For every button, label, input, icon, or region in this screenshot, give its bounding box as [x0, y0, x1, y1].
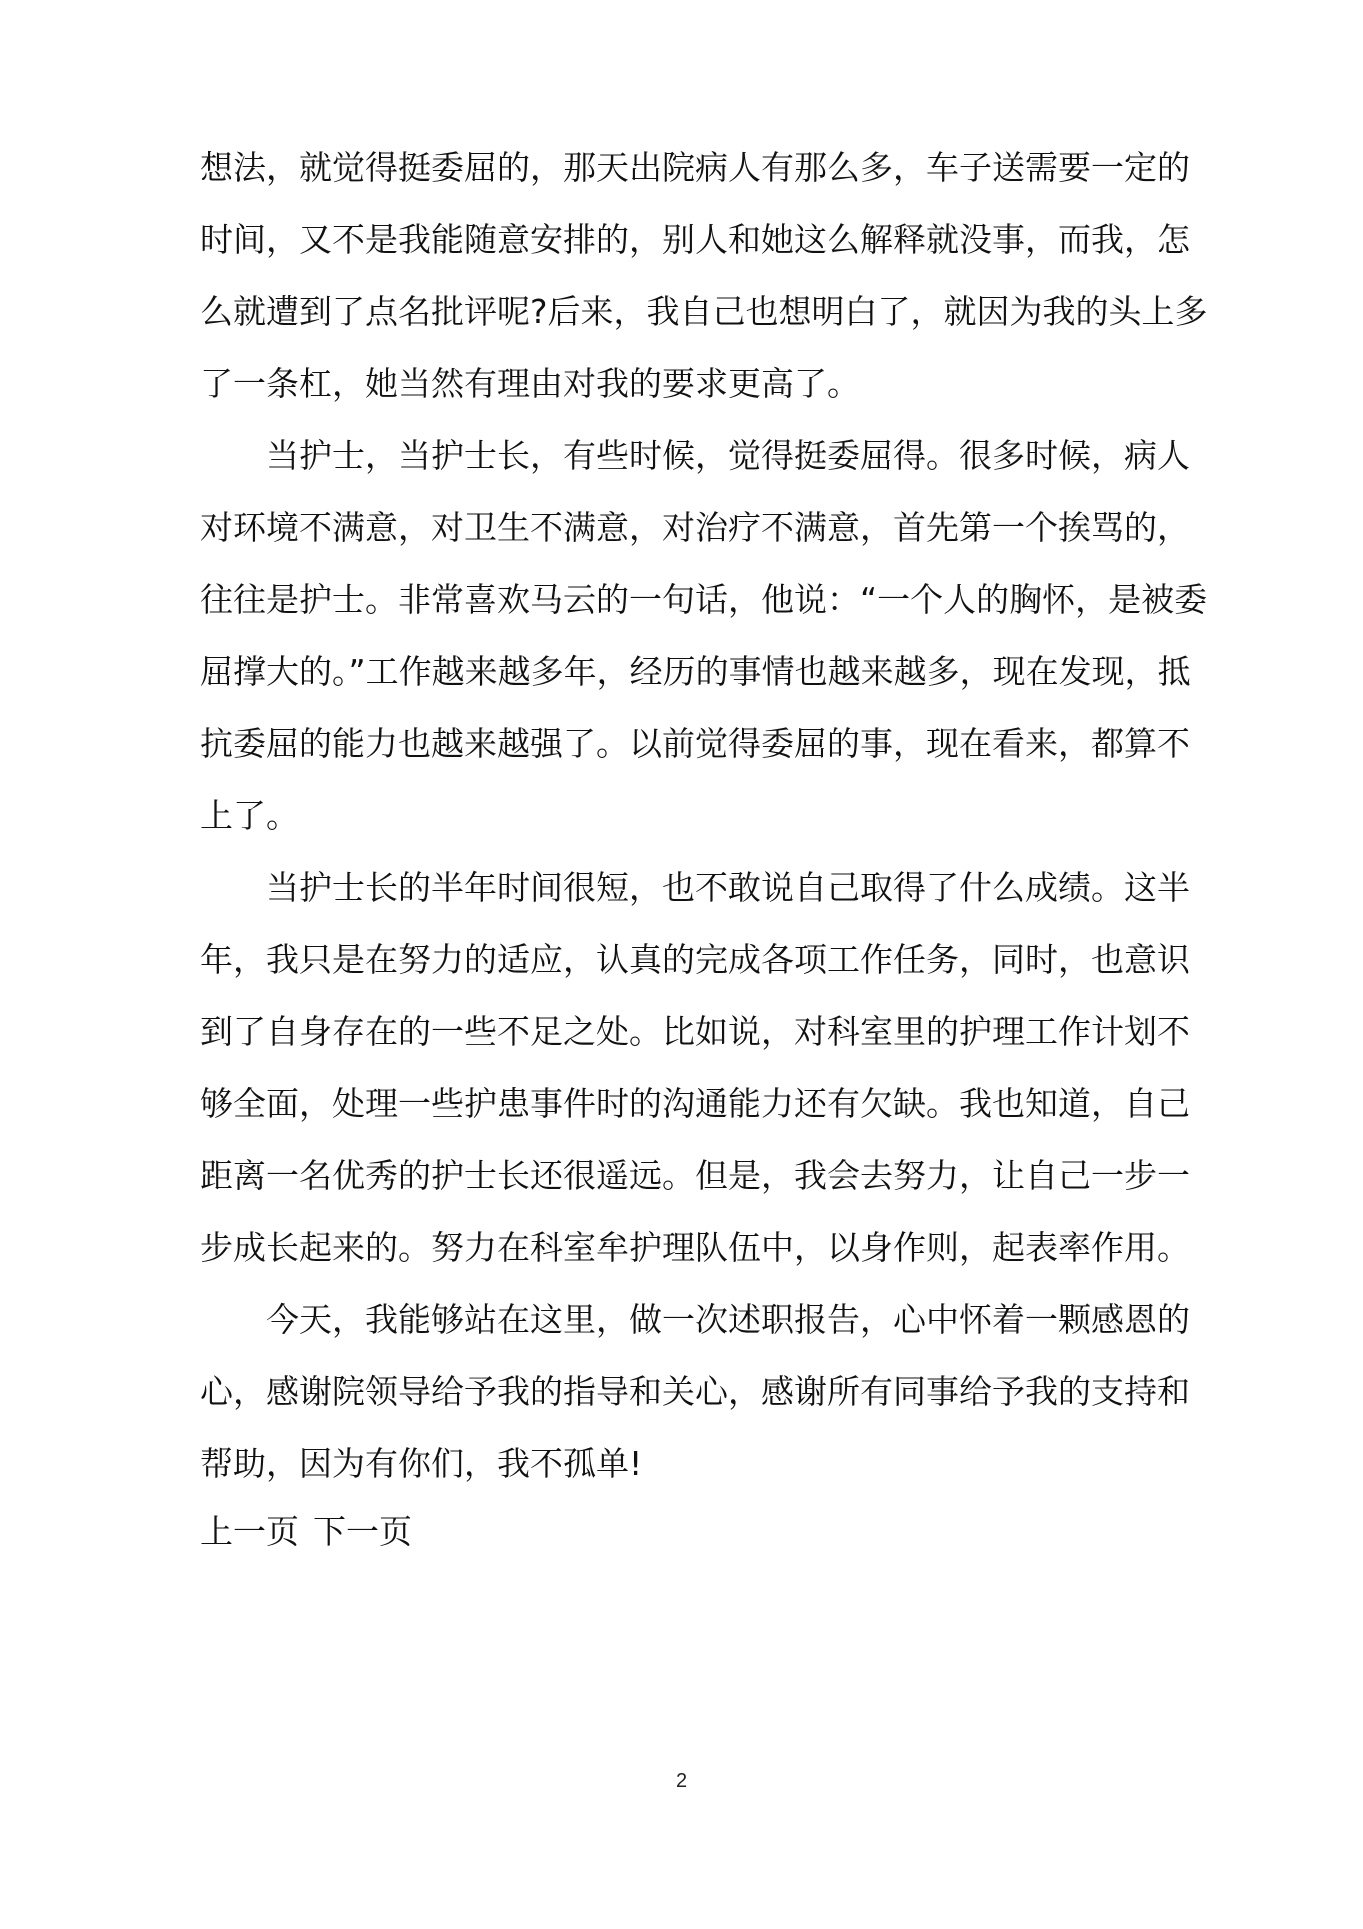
paragraph-line: 距离一名优秀的护士长还很遥远。但是，我会去努力，让自己一步一: [200, 1156, 1190, 1195]
paragraph: [200, 852, 1190, 1284]
paragraph: [200, 1284, 1190, 1500]
paragraph-line: 上了。: [200, 796, 299, 835]
paragraph-line: 往往是护士。非常喜欢马云的一句话，他说：“一个人的胸怀，是被委: [200, 580, 1208, 619]
paragraph-line: 年，我只是在努力的适应，认真的完成各项工作任务，同时，也意识: [200, 940, 1190, 979]
page-number: 2: [675, 1770, 688, 1792]
document-body: [200, 132, 1208, 1500]
paragraph-line: 抗委屈的能力也越来越强了。以前觉得委屈的事，现在看来，都算不: [200, 724, 1190, 763]
paragraph-line: 了一条杠，她当然有理由对我的要求更高了。: [200, 364, 860, 403]
paragraph-line: 今天，我能够站在这里，做一次述职报告，心中怀着一颗感恩的: [266, 1300, 1190, 1339]
paragraph-line: 当护士，当护士长，有些时候，觉得挺委屈得。很多时候，病人: [266, 436, 1190, 475]
paragraph-line: 时间，又不是我能随意安排的，别人和她这么解释就没事，而我，怎: [200, 220, 1190, 259]
prev-page-link[interactable]: 上一页: [200, 1512, 299, 1551]
pagination: [200, 1496, 412, 1568]
paragraph-line: 心，感谢院领导给予我的指导和关心，感谢所有同事给予我的支持和: [200, 1372, 1190, 1411]
paragraph: [200, 132, 1208, 420]
paragraph: [200, 420, 1208, 852]
paragraph-line: 想法，就觉得挺委屈的，那天出院病人有那么多，车子送需要一定的: [200, 148, 1190, 187]
paragraph-line: 屈撑大的。”工作越来越多年，经历的事情也越来越多，现在发现，抵: [200, 652, 1191, 691]
paragraph-line: 到了自身存在的一些不足之处。比如说，对科室里的护理工作计划不: [200, 1012, 1190, 1051]
paragraph-line: 步成长起来的。努力在科室牟护理队伍中，以身作则，起表率作用。: [200, 1228, 1190, 1267]
paragraph-line: 么就遭到了点名批评呢?后来，我自己也想明白了，就因为我的头上多: [200, 292, 1208, 331]
paragraph-line: 够全面，处理一些护患事件时的沟通能力还有欠缺。我也知道，自己: [200, 1084, 1190, 1123]
paragraph-line: 对环境不满意，对卫生不满意，对治疗不满意，首先第一个挨骂的，: [200, 508, 1190, 547]
next-page-link[interactable]: 下一页: [313, 1512, 412, 1551]
paragraph-line: 当护士长的半年时间很短，也不敢说自己取得了什么成绩。这半: [266, 868, 1190, 907]
paragraph-line: 帮助，因为有你们，我不孤单!: [200, 1444, 643, 1483]
